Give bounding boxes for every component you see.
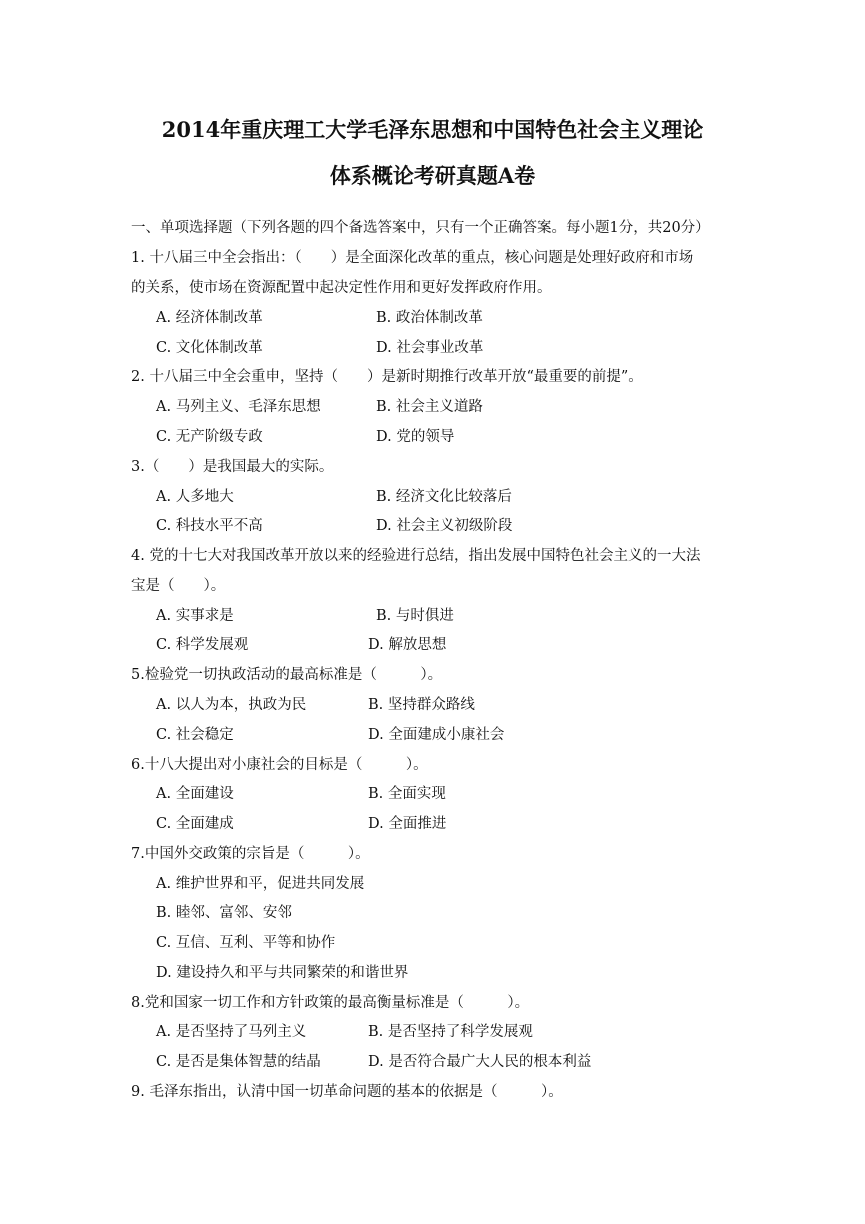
question-3-option-b: B. 经济文化比较落后 (376, 489, 512, 505)
section-heading: 一、单项选择题（下列各题的四个备选答案中，只有一个正确答案。每小题1分，共20分） (131, 220, 710, 236)
question-6-option-c: C. 全面建成 (156, 816, 234, 832)
question-6-option-b: B. 全面实现 (368, 786, 446, 802)
question-4-line-2: 宝是（ ）。 (131, 578, 226, 594)
question-8-option-d: D. 是否符合最广大人民的根本利益 (368, 1054, 592, 1070)
question-5-option-d: D. 全面建成小康社会 (368, 727, 505, 743)
question-2-line-1: 2. 十八届三中全会重申，坚持（ ）是新时期推行改革开放“最重要的前提”。 (131, 369, 643, 385)
question-4-option-c: C. 科学发展观 (156, 637, 249, 653)
question-3-line-1: 3.（ ）是我国最大的实际。 (131, 459, 334, 475)
question-8-line-1: 8.党和国家一切工作和方针政策的最高衡量标准是（ ）。 (131, 995, 530, 1011)
question-1-option-b: B. 政治体制改革 (376, 310, 483, 326)
question-5-line-1: 5.检验党一切执政活动的最高标准是（ ）。 (131, 667, 443, 683)
question-4-line-1: 4. 党的十七大对我国改革开放以来的经验进行总结，指出发展中国特色社会主义的一大法 (131, 548, 701, 564)
question-2-option-d: D. 党的领导 (376, 429, 455, 445)
question-3-option-d: D. 社会主义初级阶段 (376, 518, 513, 534)
question-6-line-1: 6.十八大提出对小康社会的目标是（ ）。 (131, 757, 428, 773)
question-1-line-2: 的关系，使市场在资源配置中起决定性作用和更好发挥政府作用。 (131, 280, 552, 296)
question-9-line-1: 9. 毛泽东指出，认清中国一切革命问题的基本的依据是（ ）。 (131, 1084, 563, 1100)
question-8-option-a: A. 是否坚持了马列主义 (156, 1024, 307, 1040)
question-2-option-c: C. 无产阶级专政 (156, 429, 263, 445)
question-5-option-b: B. 坚持群众路线 (368, 697, 475, 713)
page-title-line-1: 2014年重庆理工大学毛泽东思想和中国特色社会主义理论 (161, 117, 704, 142)
question-3-option-c: C. 科技水平不高 (156, 518, 263, 534)
question-8-option-b: B. 是否坚持了科学发展观 (368, 1024, 533, 1040)
question-4-option-b: B. 与时俱进 (376, 608, 454, 624)
question-5-option-c: C. 社会稳定 (156, 727, 234, 743)
question-4-option-a: A. 实事求是 (156, 608, 234, 624)
question-7-option-a: A. 维护世界和平，促进共同发展 (156, 876, 365, 892)
page-title-line-2: 体系概论考研真题A卷 (329, 163, 536, 188)
question-1-option-d: D. 社会事业改革 (376, 340, 484, 356)
question-7-option-d: D. 建设持久和平与共同繁荣的和谐世界 (156, 965, 409, 981)
question-2-option-b: B. 社会主义道路 (376, 399, 483, 415)
question-6-option-a: A. 全面建设 (156, 786, 234, 802)
question-2-option-a: A. 马列主义、毛泽东思想 (156, 399, 321, 415)
question-1-line-1: 1. 十八届三中全会指出：（ ）是全面深化改革的重点，核心问题是处理好政府和市场 (131, 250, 694, 266)
question-7-line-1: 7.中国外交政策的宗旨是（ ）。 (131, 846, 370, 862)
question-3-option-a: A. 人多地大 (156, 489, 234, 505)
question-1-option-a: A. 经济体制改革 (156, 310, 263, 326)
question-7-option-b: B. 睦邻、富邻、安邻 (156, 905, 292, 921)
question-6-option-d: D. 全面推进 (368, 816, 447, 832)
question-4-option-d: D. 解放思想 (368, 637, 447, 653)
question-1-option-c: C. 文化体制改革 (156, 340, 263, 356)
question-7-option-c: C. 互信、互利、平等和协作 (156, 935, 336, 951)
question-8-option-c: C. 是否是集体智慧的结晶 (156, 1054, 321, 1070)
question-5-option-a: A. 以人为本，执政为民 (156, 697, 307, 713)
